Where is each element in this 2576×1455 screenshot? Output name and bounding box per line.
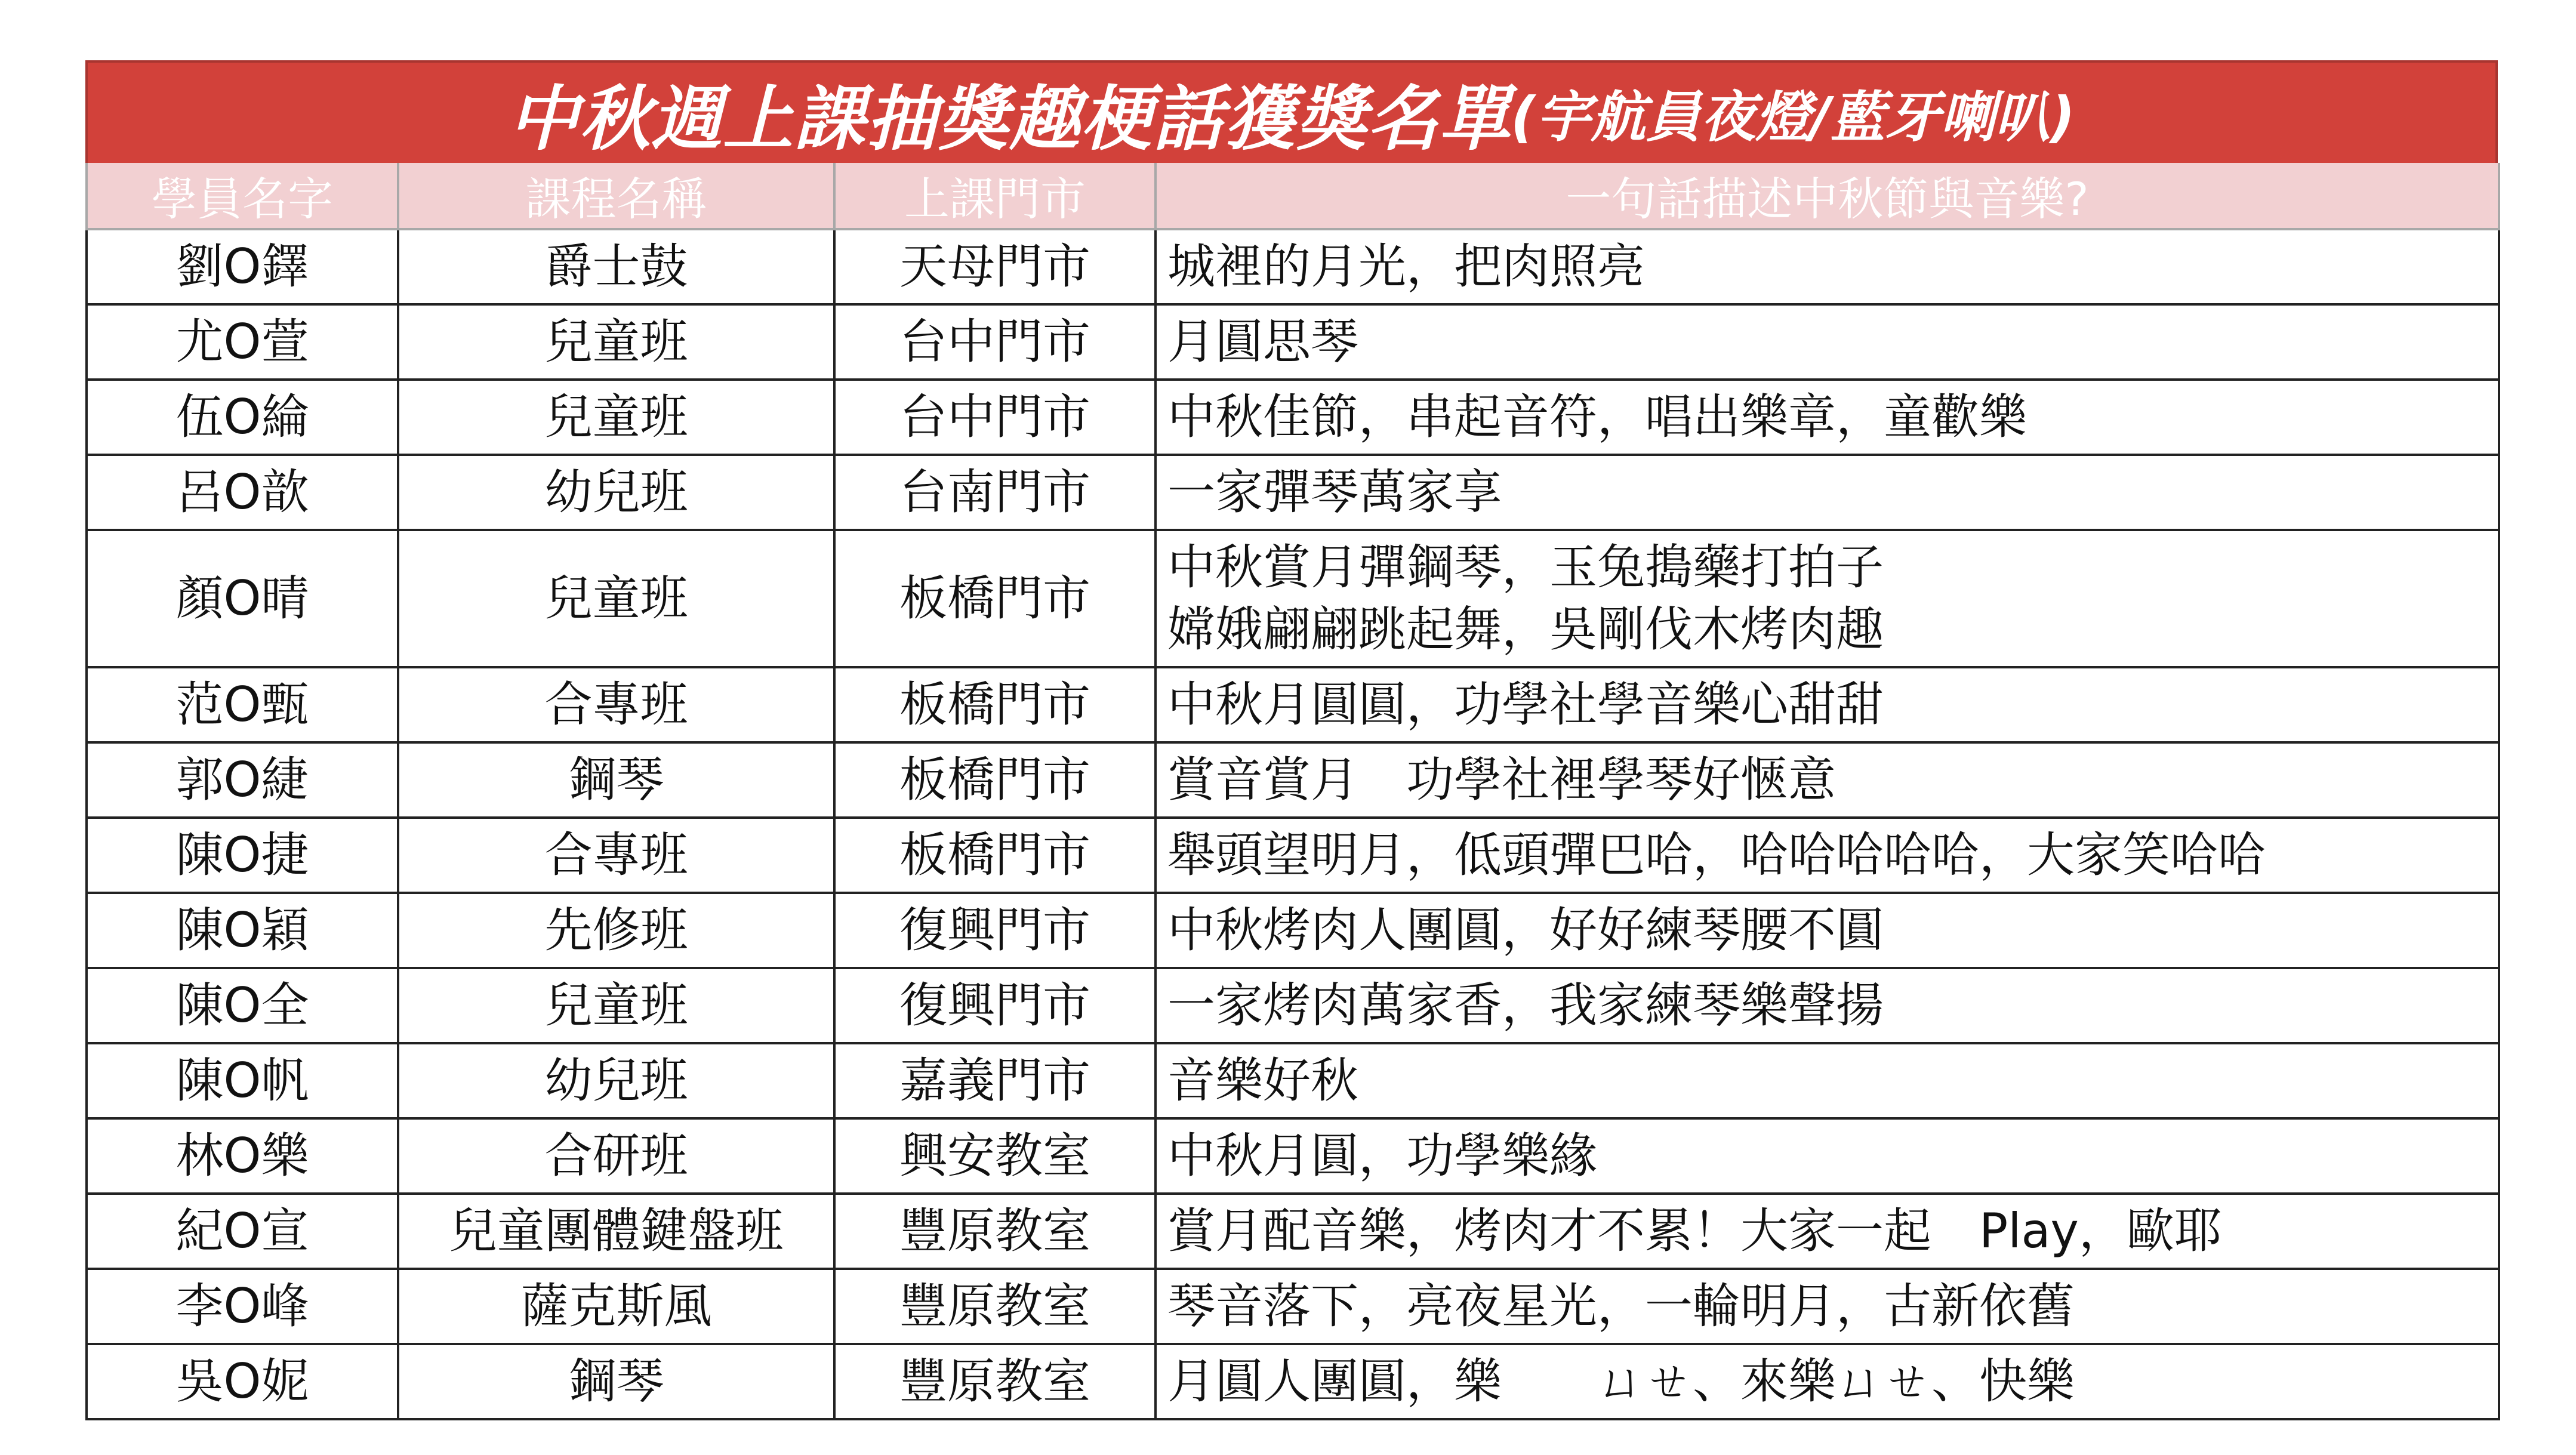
description: 一家彈琴萬家享: [1155, 455, 2499, 530]
description-line-1: 中秋賞月彈鋼琴，玉兔搗藥打拍子: [1167, 540, 1884, 595]
store-name: 板橋門市: [834, 742, 1155, 818]
table-row: [87, 530, 2499, 667]
description: 中秋烤肉人團圓，好好練琴腰不圓: [1155, 893, 2499, 968]
winners-table: [85, 163, 2500, 1420]
course-name: 先修班: [398, 893, 834, 968]
store-name: 板橋門市: [834, 667, 1155, 742]
store-name: 興安教室: [834, 1118, 1155, 1194]
course-name: 兒童團體鍵盤班: [398, 1194, 834, 1269]
table-row: [87, 1344, 2499, 1419]
description: 中秋佳節，串起音符，唱出樂章，童歡樂: [1155, 380, 2499, 455]
course-name: 薩克斯風: [398, 1269, 834, 1344]
course-name: 鋼琴: [398, 742, 834, 818]
table-row: [87, 893, 2499, 968]
table-row: [87, 818, 2499, 893]
table-row: [87, 304, 2499, 380]
store-name: 復興門市: [834, 893, 1155, 968]
header-student-name: 學員名字: [87, 163, 398, 229]
table-row: [87, 380, 2499, 455]
page-subtitle: (宇航員夜燈/藍牙喇叭): [1511, 85, 2075, 149]
student-name: 劉O鐸: [87, 229, 398, 304]
store-name: 板橋門市: [834, 530, 1155, 667]
course-name: 幼兒班: [398, 1043, 834, 1118]
description: 中秋月圓，功學樂緣: [1155, 1118, 2499, 1194]
page-title: 中秋週上課抽獎趣梗話獲獎名單: [508, 78, 1511, 160]
store-name: 天母門市: [834, 229, 1155, 304]
table-row: [87, 1269, 2499, 1344]
description: 音樂好秋: [1155, 1043, 2499, 1118]
student-name: 陳O全: [87, 968, 398, 1043]
table-row: [87, 1194, 2499, 1269]
student-name: 陳O穎: [87, 893, 398, 968]
header-store: 上課門市: [834, 163, 1155, 229]
store-name: 板橋門市: [834, 818, 1155, 893]
description: 琴音落下，亮夜星光，一輪明月，古新依舊: [1155, 1269, 2499, 1344]
description: 賞音賞月 功學社裡學琴好愜意: [1155, 742, 2499, 818]
course-name: 兒童班: [398, 304, 834, 380]
student-name: 紀O宣: [87, 1194, 398, 1269]
store-name: 豐原教室: [834, 1269, 1155, 1344]
winners-sheet: [85, 60, 2498, 1420]
table-row: [87, 1043, 2499, 1118]
course-name: 兒童班: [398, 968, 834, 1043]
course-name: 兒童班: [398, 530, 834, 667]
store-name: 復興門市: [834, 968, 1155, 1043]
store-name: 台中門市: [834, 380, 1155, 455]
table-row: [87, 455, 2499, 530]
store-name: 台南門市: [834, 455, 1155, 530]
table-row: [87, 1118, 2499, 1194]
header-course-name: 課程名稱: [398, 163, 834, 229]
table-row: [87, 229, 2499, 304]
course-name: 合專班: [398, 667, 834, 742]
student-name: 陳O捷: [87, 818, 398, 893]
course-name: 合研班: [398, 1118, 834, 1194]
header-description: 一句話描述中秋節與音樂?: [1155, 163, 2499, 229]
title-banner: [85, 60, 2498, 163]
student-name: 呂O歆: [87, 455, 398, 530]
course-name: 鋼琴: [398, 1344, 834, 1419]
student-name: 范O甄: [87, 667, 398, 742]
description: 月圓思琴: [1155, 304, 2499, 380]
student-name: 吳O妮: [87, 1344, 398, 1419]
student-name: 尤O萱: [87, 304, 398, 380]
store-name: 豐原教室: [834, 1194, 1155, 1269]
table-row: [87, 968, 2499, 1043]
course-name: 爵士鼓: [398, 229, 834, 304]
table-row: [87, 742, 2499, 818]
student-name: 郭O緁: [87, 742, 398, 818]
description: 中秋月圓圓，功學社學音樂心甜甜: [1155, 667, 2499, 742]
course-name: 合專班: [398, 818, 834, 893]
course-name: 幼兒班: [398, 455, 834, 530]
description: 賞月配音樂，烤肉才不累！大家一起 Play，歐耶: [1155, 1194, 2499, 1269]
store-name: 豐原教室: [834, 1344, 1155, 1419]
store-name: 台中門市: [834, 304, 1155, 380]
description: 城裡的月光，把肉照亮: [1155, 229, 2499, 304]
description: 舉頭望明月，低頭彈巴哈，哈哈哈哈哈，大家笑哈哈: [1155, 818, 2499, 893]
description: [1155, 530, 2499, 667]
student-name: 林O樂: [87, 1118, 398, 1194]
student-name: 陳O帆: [87, 1043, 398, 1118]
student-name: 伍O綸: [87, 380, 398, 455]
store-name: 嘉義門市: [834, 1043, 1155, 1118]
description: 月圓人團圓，樂 ㄩㄝ、來樂ㄩㄝ、快樂: [1155, 1344, 2499, 1419]
description: 一家烤肉萬家香，我家練琴樂聲揚: [1155, 968, 2499, 1043]
student-name: 李O峰: [87, 1269, 398, 1344]
description-line-2: 嫦娥翩翩跳起舞，吳剛伐木烤肉趣: [1167, 602, 1884, 657]
table-row: [87, 667, 2499, 742]
course-name: 兒童班: [398, 380, 834, 455]
student-name: 顏O晴: [87, 530, 398, 667]
header-row: [87, 163, 2499, 229]
